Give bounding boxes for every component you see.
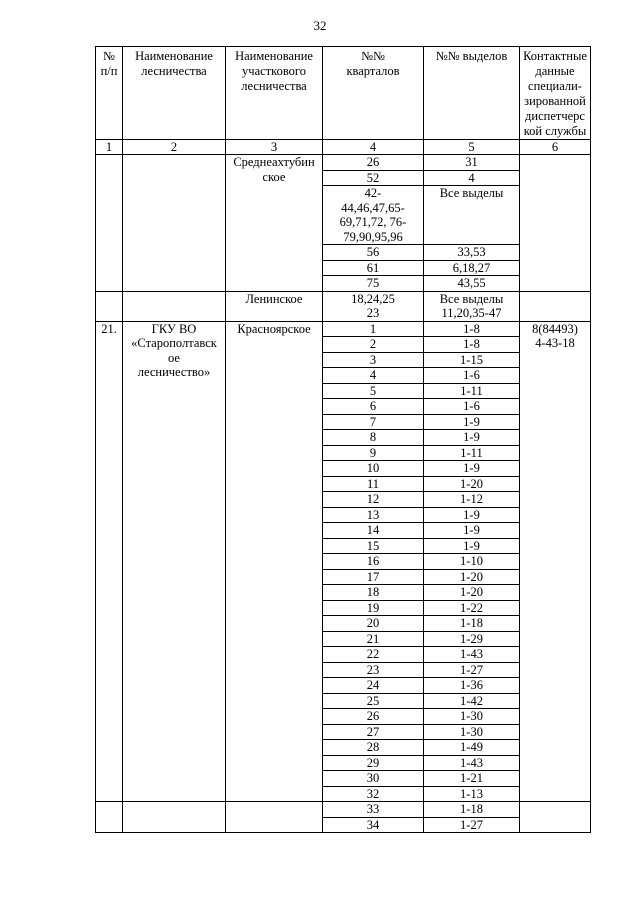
contact-cell: [520, 321, 591, 802]
quarters-cell: [323, 678, 424, 694]
forestry-name-line: ое: [168, 350, 180, 365]
allotments-cell: [424, 616, 520, 632]
quarters-line: 1: [369, 321, 377, 336]
header-line: №№: [361, 49, 385, 63]
allotments-line: 1-8: [463, 321, 480, 336]
quarters-cell: [323, 631, 424, 647]
quarters-line: 52: [366, 170, 380, 185]
column-number-row: [96, 140, 591, 155]
quarters-line: 23: [366, 662, 380, 677]
allotments-line: 1-29: [460, 631, 483, 646]
allotments-line: 1-6: [463, 399, 480, 413]
quarters-line: 10: [366, 461, 380, 475]
header-line: кварталов: [346, 64, 400, 78]
allotments-line: 1-20: [460, 569, 483, 584]
allotments-cell: [424, 399, 520, 415]
allotments-cell: [424, 430, 520, 446]
header-line: участкового: [242, 64, 306, 78]
subdistrict-name-cell: [226, 291, 323, 321]
header-line: данные: [535, 64, 575, 78]
column-number-cell: 2: [123, 140, 226, 155]
forestry-name-cell: [123, 291, 226, 321]
quarters-line: 12: [366, 492, 380, 506]
quarters-line: 19: [366, 600, 380, 615]
allotments-cell: [424, 740, 520, 756]
quarters-cell: [323, 523, 424, 539]
column-number-cell: 6: [520, 140, 591, 155]
header-cell-allotments: [424, 47, 520, 140]
quarters-line: 23: [366, 306, 380, 320]
quarters-line: 42-: [364, 186, 382, 200]
allotments-cell: [424, 352, 520, 368]
quarters-cell: [323, 724, 424, 740]
quarters-line: 79,90,95,96: [343, 229, 403, 244]
quarters-cell: [323, 693, 424, 709]
quarters-cell: [323, 430, 424, 446]
quarters-line: 75: [366, 276, 380, 290]
table-row: [96, 802, 591, 818]
quarters-line: 18: [366, 585, 380, 599]
header-line: Контактные: [523, 49, 587, 63]
row-number-cell: [96, 155, 123, 292]
allotments-cell: [424, 709, 520, 725]
quarters-line: 33: [366, 802, 380, 816]
allotments-line: 1-27: [460, 662, 483, 677]
quarters-cell: [323, 538, 424, 554]
allotments-cell: [424, 245, 520, 261]
quarters-cell: [323, 755, 424, 771]
allotments-line: Все выделы: [439, 291, 504, 306]
subdistrict-name-line: Красноярское: [237, 321, 311, 336]
header-cell-subdistrict: [226, 47, 323, 140]
quarters-cell: [323, 647, 424, 663]
allotments-cell: [424, 523, 520, 539]
allotments-cell: [424, 755, 520, 771]
quarters-line: 8: [369, 430, 377, 444]
allotments-line: 1-9: [463, 507, 480, 522]
allotments-line: 11,20,35-47: [441, 306, 502, 320]
quarters-cell: [323, 260, 424, 276]
subdistrict-name-cell: [226, 155, 323, 292]
allotments-cell: [424, 368, 520, 384]
allotments-line: 1-43: [460, 755, 483, 770]
quarters-line: 26: [366, 155, 380, 169]
contact-cell: [520, 155, 591, 292]
allotments-line: 1-27: [460, 817, 483, 832]
quarters-line: 11: [366, 476, 380, 491]
subdistrict-name-line: Ленинское: [245, 291, 303, 306]
forestry-name-line: лесничество»: [137, 365, 211, 379]
quarters-cell: [323, 445, 424, 461]
subdistrict-name-line: Среднеахтубин: [233, 155, 315, 169]
quarters-cell: [323, 276, 424, 292]
allotments-cell: [424, 291, 520, 321]
allotments-line: 1-18: [460, 802, 483, 816]
allotments-line: 6,18,27: [452, 260, 491, 275]
column-number-cell: 1: [96, 140, 123, 155]
subdistrict-name-cell: [226, 802, 323, 833]
allotments-cell: [424, 276, 520, 292]
header-row: [96, 47, 591, 140]
allotments-line: 1-9: [463, 430, 480, 444]
allotments-cell: [424, 507, 520, 523]
table-body: [96, 155, 591, 833]
header-line: диспетчерс: [525, 109, 585, 123]
quarters-cell: [323, 337, 424, 353]
allotments-cell: [424, 786, 520, 802]
quarters-cell: [323, 771, 424, 787]
header-cell-quarters: [323, 47, 424, 140]
quarters-line: 9: [369, 445, 377, 460]
quarters-cell: [323, 461, 424, 477]
allotments-line: 1-20: [460, 585, 483, 599]
quarters-cell: [323, 368, 424, 384]
allotments-line: 1-9: [463, 523, 480, 537]
forestry-name-cell: [123, 321, 226, 802]
quarters-cell: [323, 507, 424, 523]
row-number-cell: [96, 291, 123, 321]
quarters-cell: [323, 709, 424, 725]
header-line: зированной: [524, 94, 586, 108]
allotments-line: 1-9: [463, 461, 480, 475]
quarters-line: 21: [366, 631, 380, 646]
header-cell-number: [96, 47, 123, 140]
quarters-cell: [323, 585, 424, 601]
quarters-line: 18,24,25: [351, 291, 395, 306]
allotments-line: 1-9: [463, 414, 480, 429]
quarters-cell: [323, 786, 424, 802]
forestry-name-cell: [123, 155, 226, 292]
quarters-line: 15: [366, 538, 380, 553]
quarters-cell: [323, 399, 424, 415]
allotments-line: 31: [465, 155, 478, 169]
row-number-cell: [96, 802, 123, 833]
row-number-cell: 21.: [96, 321, 123, 802]
allotments-line: 4: [468, 170, 475, 185]
subdistrict-name-line: ское: [262, 169, 286, 184]
allotments-cell: [424, 260, 520, 276]
allotments-line: 1-49: [460, 740, 483, 754]
allotments-cell: [424, 554, 520, 570]
allotments-line: 1-12: [460, 492, 483, 506]
allotments-line: 1-18: [460, 616, 483, 630]
quarters-cell: [323, 817, 424, 833]
quarters-line: 20: [366, 616, 380, 630]
quarters-line: 24: [366, 678, 380, 692]
allotments-cell: [424, 585, 520, 601]
quarters-cell: [323, 155, 424, 171]
allotments-line: 1-13: [460, 786, 483, 801]
table-row: [96, 155, 591, 171]
quarters-cell: [323, 170, 424, 186]
quarters-line: 32: [366, 786, 380, 801]
quarters-cell: [323, 554, 424, 570]
header-line: лесничества: [141, 64, 207, 78]
quarters-line: 4: [369, 368, 377, 382]
allotments-cell: [424, 600, 520, 616]
forestry-table: [95, 46, 591, 833]
quarters-cell: [323, 740, 424, 756]
quarters-line: 44,46,47,65-: [341, 200, 405, 215]
allotments-line: 1-43: [460, 647, 483, 661]
allotments-line: 43,55: [457, 276, 486, 290]
quarters-line: 56: [366, 245, 380, 259]
quarters-line: 3: [369, 352, 377, 367]
header-line: Наименование: [235, 49, 313, 63]
allotments-cell: [424, 337, 520, 353]
quarters-cell: [323, 600, 424, 616]
allotments-line: 1-8: [463, 337, 480, 351]
quarters-cell: [323, 616, 424, 632]
quarters-cell: [323, 476, 424, 492]
quarters-cell: [323, 291, 424, 321]
allotments-cell: [424, 186, 520, 245]
forestry-name-cell: [123, 802, 226, 833]
allotments-line: 1-20: [460, 476, 483, 491]
contact-line: 4-43-18: [535, 336, 575, 350]
header-line: п/п: [100, 64, 118, 78]
allotments-cell: [424, 569, 520, 585]
subdistrict-name-cell: [226, 321, 323, 802]
quarters-line: 16: [366, 554, 380, 568]
table-row: [96, 291, 591, 321]
quarters-line: 30: [366, 771, 380, 785]
allotments-line: 1-10: [460, 554, 483, 568]
allotments-line: 1-36: [460, 678, 483, 692]
allotments-cell: [424, 492, 520, 508]
allotments-cell: [424, 678, 520, 694]
allotments-line: Все выделы: [439, 186, 504, 200]
allotments-line: 1-30: [460, 709, 483, 723]
table-row: [96, 321, 591, 337]
allotments-cell: [424, 155, 520, 171]
allotments-cell: [424, 476, 520, 492]
allotments-line: 1-21: [460, 771, 483, 785]
allotments-line: 1-15: [460, 352, 483, 367]
contact-cell: [520, 802, 591, 833]
allotments-line: 1-22: [460, 600, 483, 615]
quarters-line: 5: [369, 383, 377, 398]
column-number-cell: 4: [323, 140, 424, 155]
quarters-line: 6: [369, 399, 377, 413]
quarters-cell: [323, 186, 424, 245]
allotments-line: 1-9: [463, 538, 480, 553]
quarters-line: 69,71,72, 76-: [339, 215, 407, 229]
header-line: специали-: [528, 79, 582, 93]
quarters-cell: [323, 662, 424, 678]
quarters-line: 17: [366, 569, 380, 584]
quarters-line: 27: [366, 724, 380, 739]
allotments-cell: [424, 445, 520, 461]
forestry-name-line: «Старополтавск: [131, 336, 217, 350]
quarters-line: 13: [366, 507, 380, 522]
allotments-cell: [424, 647, 520, 663]
forestry-name-line: ГКУ ВО: [151, 321, 197, 336]
allotments-line: 33,53: [457, 245, 486, 259]
allotments-cell: [424, 321, 520, 337]
allotments-cell: [424, 170, 520, 186]
allotments-cell: [424, 724, 520, 740]
header-cell-forestry: [123, 47, 226, 140]
allotments-cell: [424, 802, 520, 818]
quarters-cell: [323, 492, 424, 508]
quarters-cell: [323, 802, 424, 818]
allotments-cell: [424, 414, 520, 430]
header-line: №: [103, 49, 115, 63]
column-number-cell: 3: [226, 140, 323, 155]
quarters-line: 34: [366, 817, 380, 832]
column-number-cell: 5: [424, 140, 520, 155]
quarters-line: 25: [366, 693, 380, 708]
allotments-cell: [424, 662, 520, 678]
allotments-cell: [424, 693, 520, 709]
page-number: 32: [313, 18, 327, 33]
header-line: Наименование: [135, 49, 213, 63]
quarters-line: 28: [366, 740, 380, 754]
allotments-cell: [424, 461, 520, 477]
allotments-line: 1-11: [460, 445, 483, 460]
allotments-cell: [424, 631, 520, 647]
allotments-line: 1-42: [460, 693, 483, 708]
contact-cell: [520, 291, 591, 321]
quarters-cell: [323, 569, 424, 585]
quarters-line: 2: [369, 337, 377, 351]
allotments-cell: [424, 771, 520, 787]
quarters-cell: [323, 321, 424, 337]
allotments-line: 1-6: [463, 368, 480, 382]
header-line: кой службы: [523, 124, 587, 138]
quarters-cell: [323, 352, 424, 368]
allotments-cell: [424, 383, 520, 399]
quarters-cell: [323, 383, 424, 399]
quarters-line: 22: [366, 647, 380, 661]
allotments-cell: [424, 817, 520, 833]
allotments-line: 1-30: [460, 724, 483, 739]
quarters-line: 29: [366, 755, 380, 770]
header-cell-contacts: [520, 47, 591, 140]
quarters-line: 7: [369, 414, 377, 429]
quarters-line: 14: [366, 523, 380, 537]
contact-line: 8(84493): [532, 321, 578, 336]
quarters-line: 61: [366, 260, 380, 275]
quarters-cell: [323, 414, 424, 430]
header-line: лесничества: [241, 79, 307, 93]
quarters-line: 26: [366, 709, 380, 723]
allotments-cell: [424, 538, 520, 554]
header-line: №№ выделов: [435, 49, 508, 63]
quarters-cell: [323, 245, 424, 261]
allotments-line: 1-11: [460, 383, 483, 398]
